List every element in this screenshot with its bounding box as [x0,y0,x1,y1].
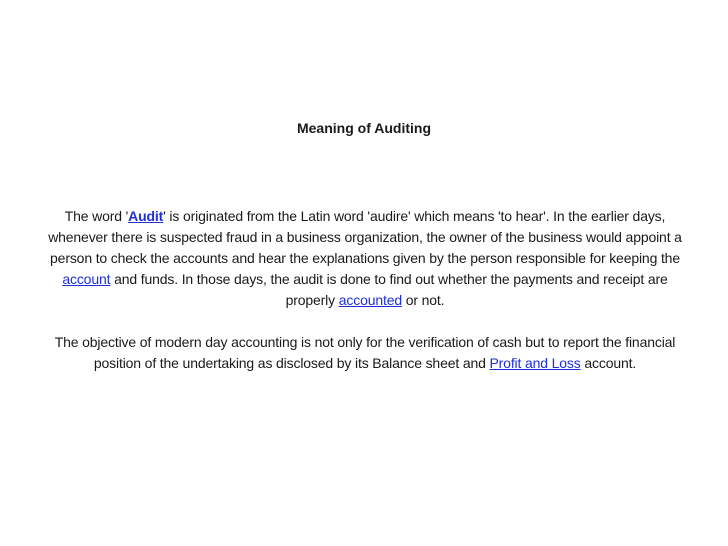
paragraph-objective [46,332,684,374]
body-text [46,206,684,374]
account-link[interactable]: account [62,271,111,287]
profit-and-loss-link[interactable]: Profit and Loss [489,355,581,371]
accounted-link[interactable]: accounted [338,292,402,308]
text-segment: The word ' [64,208,129,224]
text-segment: or not. [402,292,445,308]
page-title: Meaning of Auditing [296,120,431,136]
text-segment: ' is originated from the Latin word 'audire' which means 'to hear'. In the earlier days, whenever there is suspected fraud in a business organization, the owner of the business would appoint a person to check the accounts and hear the explanations given by the person responsible for keeping the [48,208,682,266]
text-segment: and funds. In those days, the audit is done to find out whether the payments and receipt are properly [110,271,668,308]
text-segment: The objective of modern day accounting is not only for the verification of cash but to report the financial position of the undertaking as disclosed by its Balance sheet and [54,334,676,371]
text-segment: account. [580,355,637,371]
paragraph-audit-meaning [46,206,684,311]
audit-link[interactable]: Audit [128,208,164,224]
